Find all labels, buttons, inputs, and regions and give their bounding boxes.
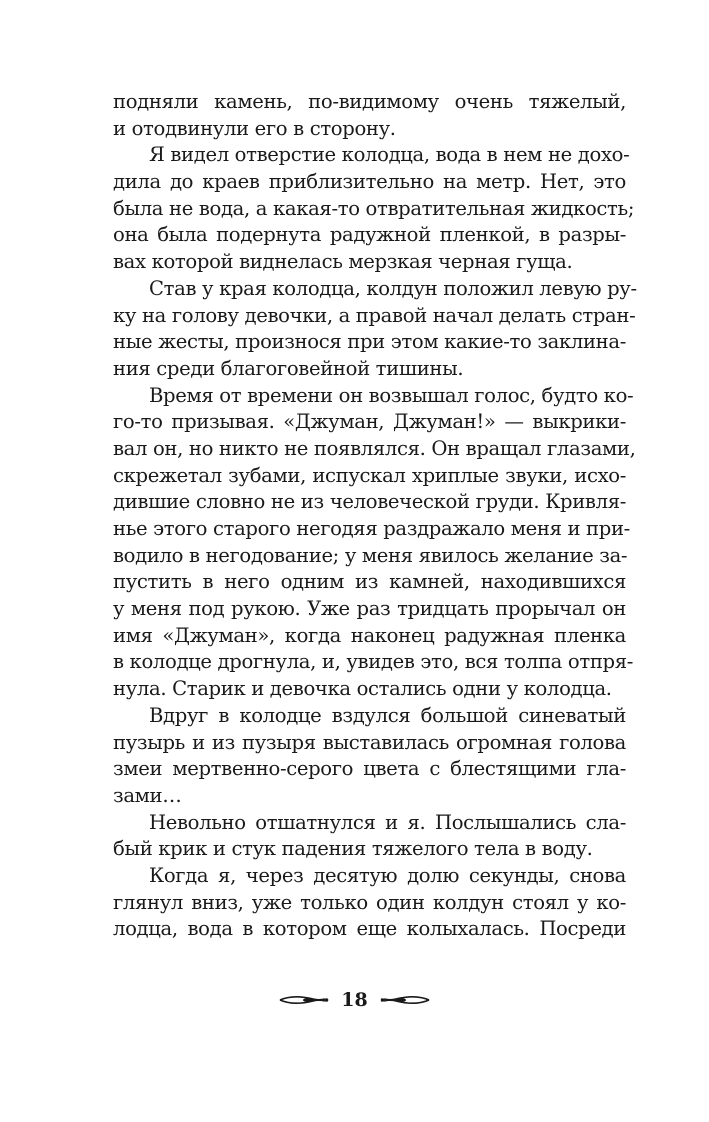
text-line: она была подернута радужной пленкой, в разры-	[113, 223, 626, 247]
text-line: го-то призывая. «Джуман, Джуман!» — выкрики-	[113, 410, 626, 434]
text-line: была не вода, а какая-то отвратительная жидкость;	[113, 196, 635, 220]
text-line: вах которой виднелась мерзкая черная гуща.	[113, 250, 573, 274]
text-line: ния среди благоговейной тишины.	[113, 356, 464, 380]
text-line: зами…	[113, 783, 182, 807]
right-flourish-ornament-icon	[380, 993, 430, 1007]
text-line: пузырь и из пузыря выставилась огромная голова	[113, 730, 626, 754]
text-line: лодца, вода в котором еще колыхалась. Посреди	[113, 917, 626, 941]
text-line: у меня под рукою. Уже раз тридцать прорычал он	[113, 597, 626, 621]
page-number: 18	[341, 989, 368, 1011]
page-footer	[0, 985, 709, 1015]
book-page-text	[113, 89, 637, 943]
text-line: ные жесты, произнося при этом какие-то заклина-	[113, 330, 626, 354]
text-line: водило в негодование; у меня явилось желание за-	[113, 543, 628, 567]
text-line: нье этого старого негодяя раздражало меня и при-	[113, 517, 630, 540]
text-line: Когда я, через десятую долю секунды, снова	[149, 863, 626, 887]
text-line: пустить в него одним из камней, находившихся	[113, 570, 626, 594]
text-line: ку на голову девочки, а правой начал делать стран-	[113, 303, 636, 327]
text-line: Невольно отшатнулся и я. Послышались сла-	[149, 810, 626, 834]
text-line: подняли камень, по-видимому очень тяжелый,	[113, 90, 626, 113]
text-line: Я видел отверстие колодца, вода в нем не дохо-	[149, 143, 630, 167]
text-line: скрежетал зубами, испускал хриплые звуки, исхо-	[113, 463, 626, 487]
text-line: Время от времени он возвышал голос, будто ко-	[149, 383, 634, 407]
text-line: глянул вниз, уже только один колдун стоял у ко-	[113, 890, 626, 914]
left-flourish-ornament-icon	[279, 993, 329, 1007]
text-line: нула. Старик и девочка остались одни у колодца.	[113, 677, 612, 701]
text-line: в колодце дрогнула, и, увидев это, вся толпа отпря-	[113, 650, 634, 674]
text-line: змеи мертвенно-серого цвета с блестящими гла-	[113, 757, 626, 781]
text-line: дившие словно не из человеческой груди. Кривля-	[113, 490, 626, 514]
text-line: вал он, но никто не появлялся. Он вращал глазами,	[113, 436, 636, 460]
text-line: и отодвинули его в сторону.	[113, 116, 396, 140]
text-line: Став у края колодца, колдун положил левую ру-	[149, 276, 637, 300]
text-line: дила до краев приблизительно на метр. Нет, это	[113, 170, 626, 194]
text-line: Вдруг в колодце вздулся большой синеватый	[149, 703, 626, 727]
text-line: бый крик и стук падения тяжелого тела в воду.	[113, 837, 593, 861]
text-line: имя «Джуман», когда наконец радужная пленка	[113, 623, 626, 647]
